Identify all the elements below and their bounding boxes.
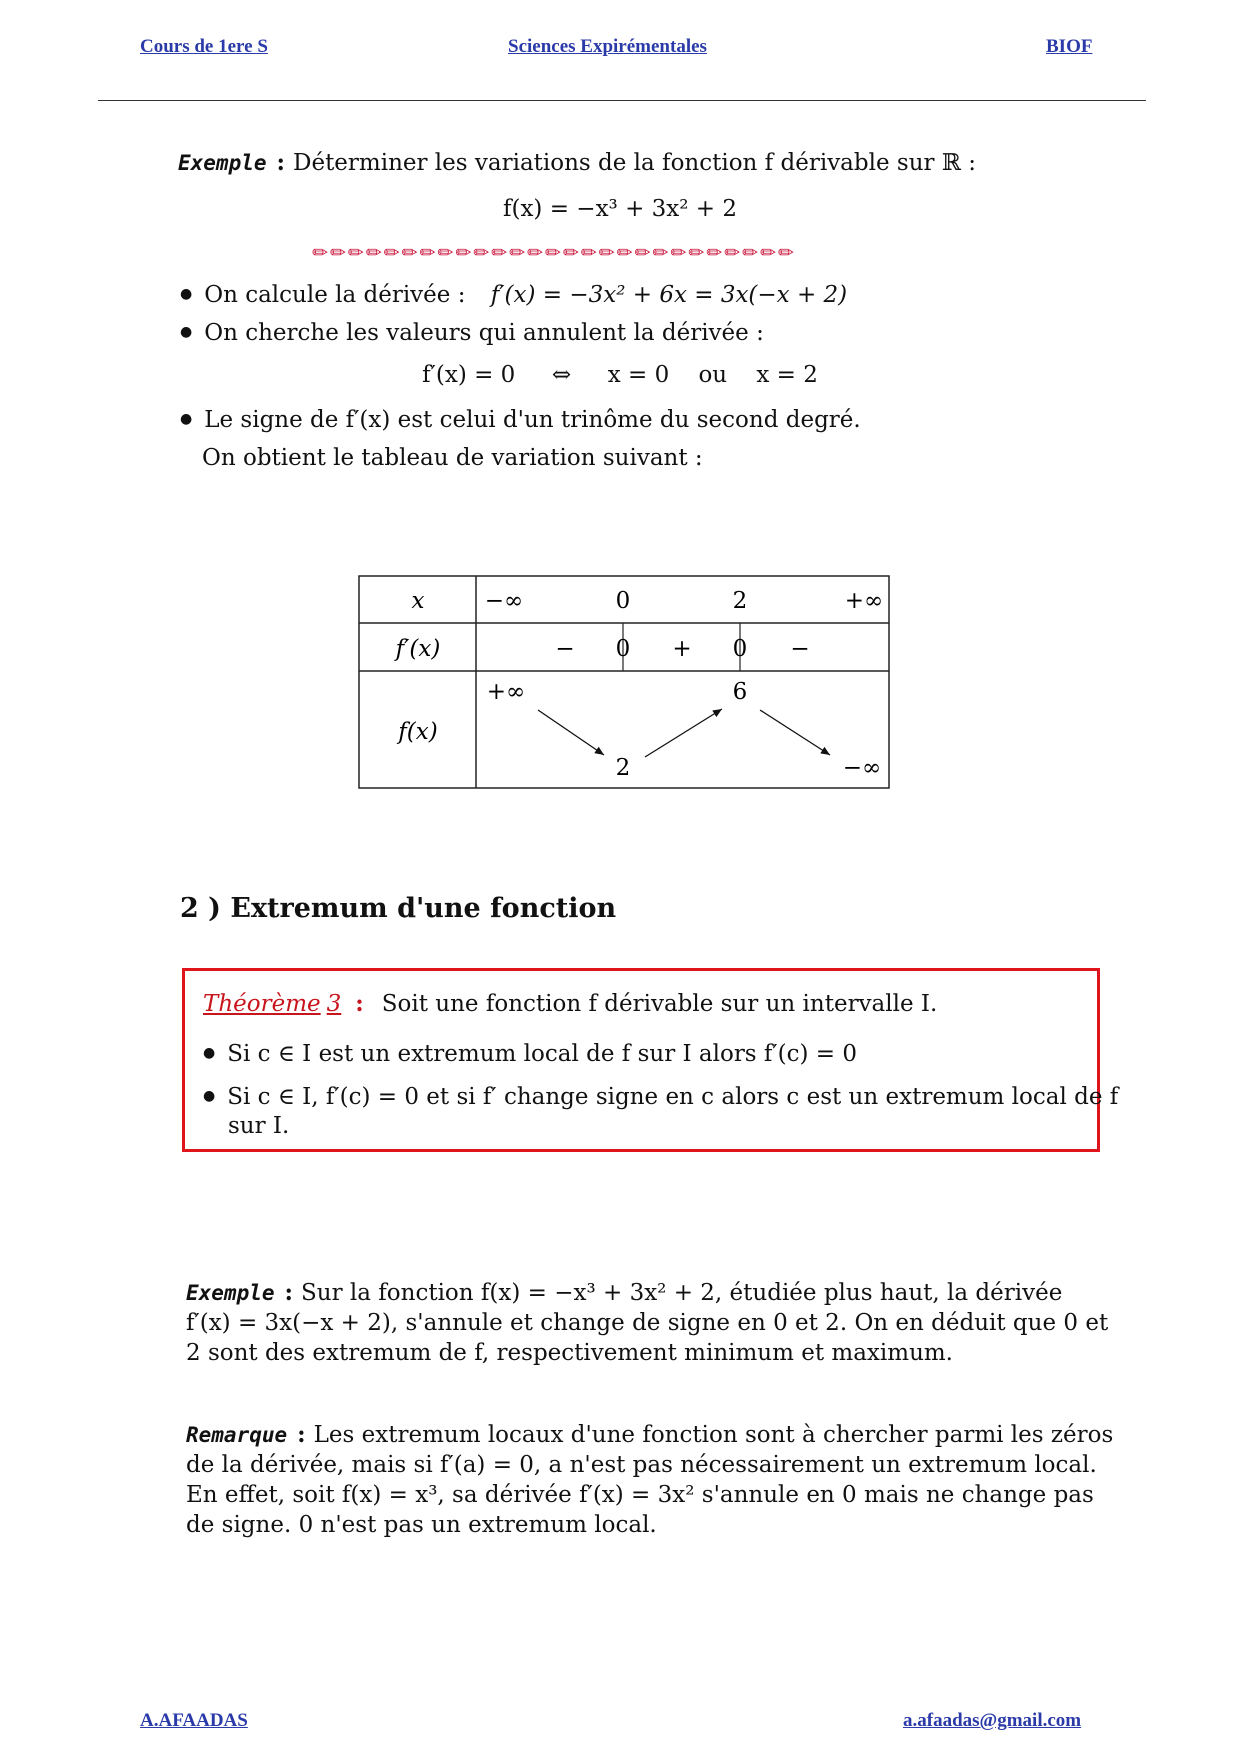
header-section[interactable]: BIOF — [1046, 36, 1093, 57]
theorem-bullet-2 — [203, 1082, 1118, 1115]
example1-function: f(x) = −x³ + 3x² + 2 — [502, 196, 738, 222]
footer-email[interactable]: a.afaadas@gmail.com — [903, 1710, 1082, 1731]
pencil-separator: ✏✏✏✏✏✏✏✏✏✏✏✏✏✏✏✏✏✏✏✏✏✏✏✏✏✏✏ — [312, 242, 796, 264]
bullet-dot: ● — [180, 286, 193, 302]
remark-text-1: Les extremum locaux d'une fonction sont à chercher parmi les zéros — [313, 1422, 1114, 1448]
section-title: 2 ) Extremum d'une fonction — [180, 893, 617, 924]
bullet-zeros — [180, 318, 764, 351]
bullet-dot: ● — [203, 1045, 216, 1061]
theorem-heading — [203, 989, 937, 1019]
example2-label: Exemple — [186, 1281, 275, 1305]
bullet-sign-text: Le signe de f′(x) est celui d'un trinôme du second degré. — [204, 407, 861, 433]
sign-plus: + — [672, 636, 692, 662]
header-subject[interactable]: Sciences Expirémentales — [508, 36, 707, 57]
theorem-label: Théorème — [203, 991, 321, 1017]
bullet-zeros-text: On cherche les valeurs qui annulent la dérivée : — [204, 320, 764, 346]
derivative-formula: f′(x) = −3x² + 6x = 3x(−x + 2) — [490, 282, 848, 308]
f-value-min: 2 — [615, 755, 631, 781]
bullet-derivative-text: On calcule la dérivée : — [204, 282, 466, 308]
header-course[interactable]: Cours de 1ere S — [140, 36, 268, 57]
example2-colon: : — [284, 1279, 294, 1306]
arrow-decreasing-2 — [760, 710, 830, 755]
arrow-decreasing-1 — [538, 710, 604, 755]
remark-colon: : — [297, 1421, 306, 1448]
theorem-bullet-2-line1: Si c ∈ I, f′(c) = 0 et si f′ change signe en c alors c est un extremum local de f — [227, 1084, 1119, 1110]
table-intro: On obtient le tableau de variation suivant : — [202, 445, 703, 471]
sign-zero-1: 0 — [615, 636, 631, 662]
example2-line2: f′(x) = 3x(−x + 2), s'annule et change de signe en 0 et 2. On en déduit que 0 et — [186, 1310, 1109, 1336]
bullet-sign — [180, 405, 861, 438]
example2-line3: 2 sont des extremum de f, respectivement minimum et maximum. — [186, 1340, 953, 1366]
f-value-neg-inf: −∞ — [842, 755, 882, 781]
sign-zero-2: 0 — [732, 636, 748, 662]
example2-line1 — [186, 1278, 1062, 1308]
x-value-pos-inf: +∞ — [844, 588, 884, 614]
bullet-derivative — [180, 280, 847, 313]
theorem-bullet-2-line2: sur I. — [228, 1113, 290, 1139]
sign-minus-2: − — [790, 636, 810, 662]
example1-heading — [178, 148, 976, 178]
theorem-statement: Soit une fonction f dérivable sur un intervalle I. — [381, 991, 938, 1017]
remark-line4: de signe. 0 n'est pas un extremum local. — [186, 1512, 657, 1538]
remark-line3: En effet, soit f(x) = x³, sa dérivée f′(x) = 3x² s'annule en 0 mais ne change pas — [186, 1482, 1094, 1508]
arrow-increasing — [645, 709, 722, 757]
example1-colon: : — [276, 149, 286, 176]
x-value-0: 0 — [615, 588, 631, 614]
x-value-2: 2 — [732, 588, 748, 614]
sign-minus-1: − — [555, 636, 575, 662]
example2-text-1: Sur la fonction f(x) = −x³ + 3x² + 2, étudiée plus haut, la dérivée — [301, 1280, 1063, 1306]
row-label-x: x — [411, 588, 425, 614]
remark-line2: de la dérivée, mais si f′(a) = 0, a n'est pas nécessairement un extremum local. — [186, 1452, 1097, 1478]
f-value-pos-inf: +∞ — [486, 679, 526, 705]
theorem-number: 3 — [326, 991, 342, 1017]
example1-label: Exemple — [178, 151, 267, 175]
bullet-dot: ● — [203, 1088, 216, 1104]
theorem-box — [182, 968, 1119, 1152]
x-value-neg-inf: −∞ — [484, 588, 524, 614]
remark-label: Remarque — [186, 1423, 288, 1447]
bullet-dot: ● — [180, 324, 193, 340]
example1-statement: Déterminer les variations de la fonction f dérivable sur ℝ : — [293, 150, 976, 176]
remark-line1 — [186, 1420, 1113, 1450]
theorem-colon: : — [355, 990, 364, 1017]
theorem-bullet-1-text: Si c ∈ I est un extremum local de f sur I alors f′(c) = 0 — [227, 1041, 858, 1067]
row-label-fprime: f′(x) — [395, 636, 441, 662]
footer-author[interactable]: A.AFAADAS — [140, 1710, 248, 1731]
variation-table — [358, 575, 892, 791]
bullet-dot: ● — [180, 411, 193, 427]
zeros-equivalence: f′(x) = 0 ⇔ x = 0 ou x = 2 — [422, 362, 818, 388]
f-value-max: 6 — [732, 679, 748, 705]
row-label-f: f(x) — [398, 719, 438, 745]
header-rule — [98, 100, 1146, 101]
theorem-bullet-1 — [203, 1039, 857, 1072]
